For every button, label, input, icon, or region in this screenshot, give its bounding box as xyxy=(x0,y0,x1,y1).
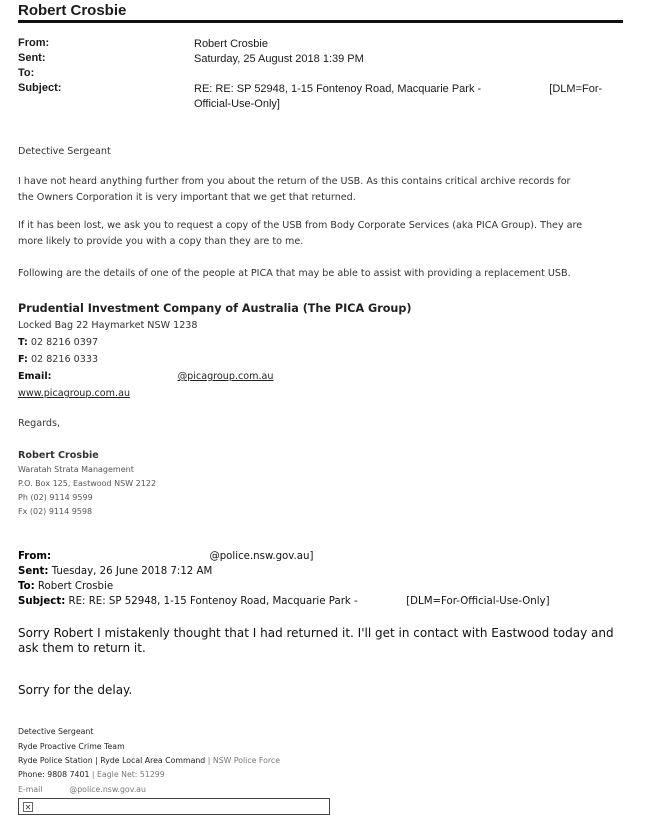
contact-email xyxy=(18,371,274,382)
broken-image-icon: ✕ xyxy=(24,803,32,812)
reply-paragraph-1 xyxy=(18,626,628,656)
signature-fax: Fx (02) 9114 9598 xyxy=(18,507,93,516)
from-label: From: xyxy=(18,37,50,49)
police-sig-phone-value: 9808 7401 xyxy=(47,770,90,779)
contact-email-link[interactable]: @picagroup.com.au xyxy=(177,371,274,382)
paragraph-2 xyxy=(18,218,628,250)
paragraph-2-line-2: more likely to provide you with a copy than they are to me. xyxy=(18,236,304,247)
quoted-to-value: Robert Crosbie xyxy=(37,581,114,592)
sent-value: Saturday, 25 August 2018 1:39 PM xyxy=(194,53,364,65)
quoted-subject xyxy=(18,596,550,607)
signature-name: Robert Crosbie xyxy=(18,450,99,461)
paragraph-1 xyxy=(18,174,628,206)
police-sig-sep: | xyxy=(95,756,98,765)
signature-po-box: P.O. Box 125, Eastwood NSW 2122 xyxy=(18,479,157,488)
contact-website xyxy=(18,388,130,399)
police-sig-station-name: Ryde Police Station xyxy=(18,756,93,765)
paragraph-3-text: Following are the details of one of the people at PICA that may be able to assist with providing a replacement USB. xyxy=(18,268,571,279)
subject-label: Subject: xyxy=(18,82,62,94)
quoted-sent xyxy=(18,566,212,577)
to-label: To: xyxy=(18,67,35,79)
quoted-from-value: @police.nsw.gov.au] xyxy=(209,551,314,562)
subject-line-1b: [DLM=For- xyxy=(549,83,603,95)
contact-phone-label: T: xyxy=(18,337,28,348)
quoted-sent-label: Sent: xyxy=(18,566,49,577)
contact-phone-value: 02 8216 0397 xyxy=(30,337,99,348)
contact-fax xyxy=(18,354,98,365)
police-sig-force: | NSW Police Force xyxy=(207,756,281,765)
image-placeholder xyxy=(18,798,330,815)
subject-line-2: Official-Use-Only] xyxy=(194,98,280,110)
subject-line-1: RE: RE: SP 52948, 1-15 Fontenoy Road, Macquarie Park - xyxy=(194,83,482,95)
contact-fax-value: 02 8216 0333 xyxy=(30,354,99,365)
police-sig-email-value[interactable]: @police.nsw.gov.au xyxy=(69,785,146,794)
quoted-to xyxy=(18,581,113,592)
paragraph-3 xyxy=(18,266,628,282)
subject-value xyxy=(194,82,624,112)
title-divider xyxy=(18,20,623,23)
quoted-sent-value: Tuesday, 26 June 2018 7:12 AM xyxy=(51,566,213,577)
contact-phone xyxy=(18,337,98,348)
paragraph-1-line-1: I have not heard anything further from you about the return of the USB. As this contains critical archive records for xyxy=(18,176,571,187)
police-sig-eagle: | Eagle Net: 51299 xyxy=(91,770,165,779)
police-sig-station xyxy=(18,756,280,765)
quoted-from-label: From: xyxy=(18,551,52,562)
police-sig-email-label: E-mail xyxy=(18,785,43,794)
police-sig-team: Ryde Proactive Crime Team xyxy=(18,742,125,751)
reply-line-3: Sorry for the delay. xyxy=(18,683,133,697)
quoted-subject-line-1: RE: RE: SP 52948, 1-15 Fontenoy Road, Macquarie Park - xyxy=(68,596,358,607)
police-sig-lac: Ryde Local Area Command xyxy=(100,756,206,765)
sent-label: Sent: xyxy=(18,52,46,64)
greeting xyxy=(18,144,628,160)
police-sig-rank: Detective Sergeant xyxy=(18,727,94,736)
police-sig-email xyxy=(18,785,146,794)
signoff: Regards, xyxy=(18,418,61,429)
quoted-to-label: To: xyxy=(18,581,35,592)
quoted-from xyxy=(18,551,313,562)
paragraph-1-line-2: the Owners Corporation it is very important that we get that returned. xyxy=(18,192,356,203)
from-value: Robert Crosbie xyxy=(194,38,268,50)
contact-org: Prudential Investment Company of Australia (The PICA Group) xyxy=(18,302,412,315)
contact-fax-label: F: xyxy=(18,354,28,365)
signature-phone: Ph (02) 9114 9599 xyxy=(18,493,93,502)
greeting-text: Detective Sergeant xyxy=(18,146,111,157)
contact-email-label: Email: xyxy=(18,371,52,382)
police-sig-phone-label: Phone: xyxy=(18,770,45,779)
signature-company: Waratah Strata Management xyxy=(18,465,134,474)
paragraph-2-line-1: If it has been lost, we ask you to request a copy of the USB from Body Corporate Services (aka PICA Group). They are xyxy=(18,220,583,231)
quoted-subject-label: Subject: xyxy=(18,596,66,607)
contact-address: Locked Bag 22 Haymarket NSW 1238 xyxy=(18,320,198,331)
quoted-subject-line-2: [DLM=For-Official-Use-Only] xyxy=(406,596,550,607)
page-title: Robert Crosbie xyxy=(18,2,127,19)
contact-website-link[interactable]: www.picagroup.com.au xyxy=(18,388,131,399)
reply-line-1: Sorry Robert I mistakenly thought that I had returned it. I'll get in contact with Eastwood today and xyxy=(18,626,614,640)
reply-paragraph-2 xyxy=(18,683,628,698)
police-sig-phone xyxy=(18,770,165,779)
reply-line-2: ask them to return it. xyxy=(18,641,146,655)
